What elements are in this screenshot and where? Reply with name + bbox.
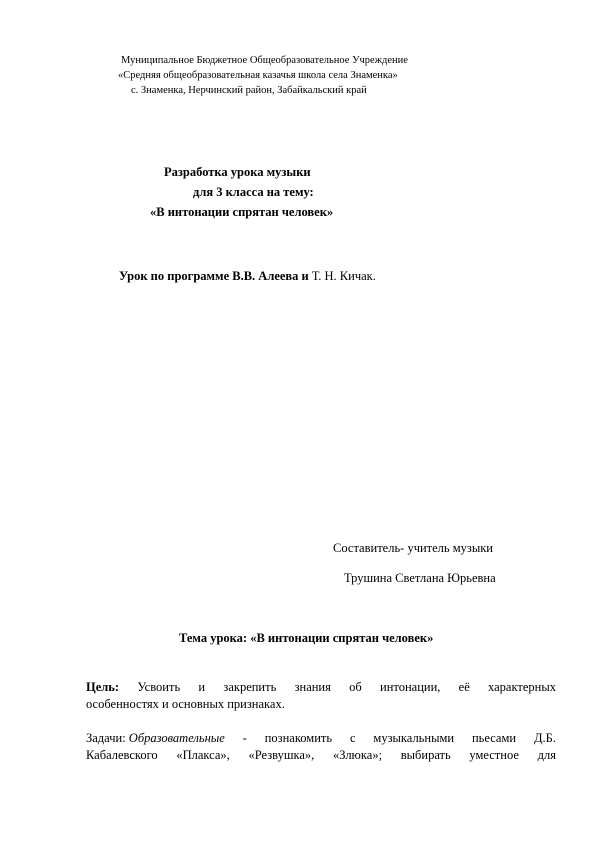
tasks-line1: Задачи: Образовательные - познакомить с музыкальными пьесами Д.Б. bbox=[86, 731, 556, 745]
goal-label: Цель: bbox=[86, 680, 120, 694]
tasks-line2: Кабалевского «Плакса», «Резвушка», «Злюка»; выбирать уместное для bbox=[86, 748, 556, 762]
lesson-title-line1: Разработка урока музыки bbox=[164, 165, 311, 179]
lesson-title-line2: для 3 класса на тему: bbox=[193, 185, 314, 199]
school-type-line: «Средняя общеобразовательная казачья школа села Знаменка» bbox=[118, 70, 398, 81]
goal-line2: особенностях и основных признаках. bbox=[86, 697, 285, 711]
lesson-topic: Тема урока: «В интонации спрятан человек» bbox=[179, 631, 434, 645]
author-role: Составитель- учитель музыки bbox=[333, 541, 493, 555]
tasks-educational: Образовательные bbox=[128, 731, 225, 745]
program-authors: Т. Н. Кичак. bbox=[308, 269, 376, 283]
school-name-line: Муниципальное Бюджетное Общеобразовательное Учреждение bbox=[121, 55, 408, 66]
goal-paragraph bbox=[86, 679, 556, 713]
goal-line1: Цель: Усвоить и закрепить знания об интонации, её характерных bbox=[86, 680, 556, 694]
author-name: Трушина Светлана Юрьевна bbox=[344, 571, 496, 585]
tasks-paragraph bbox=[86, 730, 556, 764]
tasks-label: Задачи: Образовательные bbox=[86, 731, 225, 745]
program-line bbox=[119, 270, 376, 283]
lesson-title-line3: «В интонации спрятан человек» bbox=[150, 205, 334, 219]
program-label: Урок по программе В.В. Алеева и bbox=[119, 269, 309, 283]
school-address-line: с. Знаменка, Нерчинский район, Забайкальский край bbox=[131, 85, 367, 96]
